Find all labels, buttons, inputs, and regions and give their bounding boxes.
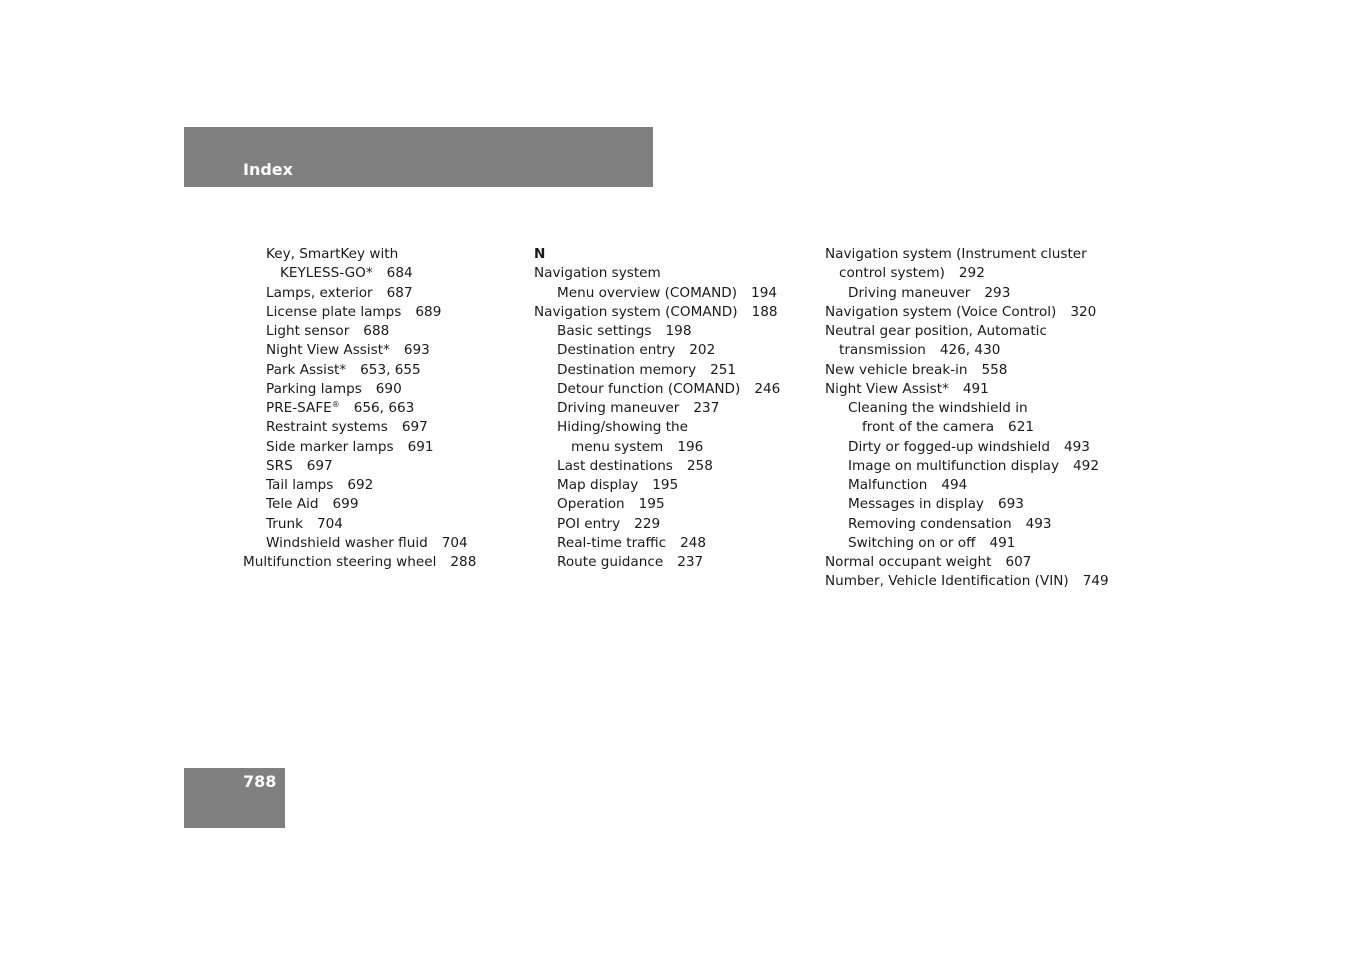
index-entry — [534, 399, 804, 418]
index-page-ref: 493 — [1063, 438, 1090, 455]
index-entry-text: Real-time traffic — [557, 534, 667, 551]
index-page-ref: 293 — [984, 284, 1011, 301]
index-entry-text: Restraint systems — [266, 419, 388, 436]
index-entry — [243, 380, 513, 399]
index-page-ref: 196 — [677, 438, 704, 455]
index-entry — [243, 438, 513, 457]
index-page-ref: 697 — [306, 457, 333, 474]
index-page-ref: 195 — [652, 477, 679, 493]
index-entry-text: Switching on or off — [848, 534, 976, 551]
index-entry-text: N — [534, 246, 546, 262]
index-entry-text: Tail lamps — [266, 477, 334, 493]
index-page-ref: 691 — [407, 438, 434, 455]
index-entry — [534, 553, 804, 572]
index-entry-text: KEYLESS-GO* — [280, 265, 373, 282]
index-entry — [534, 322, 804, 341]
index-page-ref: 288 — [450, 554, 477, 570]
index-page-ref: 426, 430 — [939, 342, 1001, 359]
index-entry-text: Night View Assist* — [266, 342, 390, 359]
index-entry-text: Menu overview (COMAND) — [557, 284, 738, 301]
index-entry-text: Messages in display — [848, 496, 984, 513]
index-entry — [243, 418, 513, 437]
index-page-ref: 491 — [989, 534, 1016, 551]
index-entry — [534, 361, 804, 380]
index-page-ref: 258 — [686, 457, 713, 474]
index-entry-text: control system) — [839, 265, 945, 282]
index-letter-heading — [534, 245, 804, 264]
index-entry — [534, 476, 804, 495]
index-entry — [243, 457, 513, 476]
index-entry-text: Neutral gear position, Automatic — [825, 323, 1047, 339]
index-entry-text: Destination entry — [557, 342, 676, 359]
page-title: Index — [243, 160, 293, 179]
index-entry-text: Navigation system (Voice Control) — [825, 303, 1057, 320]
index-entry — [825, 341, 1125, 360]
index-entry — [825, 457, 1125, 476]
index-page-ref: 693 — [997, 496, 1024, 513]
index-entry — [825, 264, 1125, 283]
index-entry-text: Driving maneuver — [557, 400, 680, 416]
index-entry — [243, 264, 513, 283]
index-entry-text: Side marker lamps — [266, 438, 394, 455]
index-entry-text: Image on multifunction display — [848, 457, 1060, 474]
index-entry — [243, 303, 513, 322]
index-entry — [534, 264, 804, 283]
index-entry — [243, 341, 513, 360]
index-entry — [825, 418, 1125, 437]
index-page-ref: 688 — [363, 323, 390, 339]
index-entry — [243, 245, 513, 264]
index-entry — [534, 534, 804, 553]
index-entry-text: Navigation system (Instrument cluster — [825, 246, 1087, 262]
index-entry-text: Navigation system (COMAND) — [534, 303, 738, 320]
index-page-ref: 749 — [1082, 573, 1109, 590]
index-page-ref: 198 — [665, 323, 692, 339]
index-entry-text: Basic settings — [557, 323, 652, 339]
index-page-ref: 320 — [1070, 303, 1097, 320]
index-entry-text: License plate lamps — [266, 303, 402, 320]
index-entry-text: Detour function (COMAND) — [557, 380, 741, 397]
index-page-ref: 689 — [415, 303, 442, 320]
index-page-ref: 237 — [677, 554, 704, 570]
index-entry — [825, 284, 1125, 303]
index-page-ref: 692 — [347, 477, 374, 493]
index-entry-text: POI entry — [557, 515, 621, 532]
index-page-ref: 704 — [441, 534, 468, 551]
index-page-ref: 693 — [403, 342, 430, 359]
index-entry-text: Cleaning the windshield in — [848, 400, 1028, 416]
index-entry-text: Multifunction steering wheel — [243, 554, 437, 570]
index-entry — [825, 322, 1125, 341]
index-entry-text: Normal occupant weight — [825, 554, 992, 570]
index-entry-text: Map display — [557, 477, 639, 493]
index-entry — [825, 495, 1125, 514]
index-page-ref: 492 — [1073, 457, 1099, 474]
index-page-ref: 687 — [386, 284, 413, 301]
index-entry — [825, 245, 1125, 264]
index-entry — [243, 553, 513, 572]
index-entry-text: Hiding/showing the — [557, 419, 689, 436]
index-page-ref: 684 — [386, 265, 413, 282]
index-entry-text: Light sensor — [266, 323, 350, 339]
index-entry — [243, 361, 513, 380]
index-page-ref: 653, 655 — [360, 361, 421, 378]
index-entry-text: transmission — [839, 342, 926, 359]
index-page-ref: 621 — [1008, 419, 1034, 436]
index-entry-text: New vehicle break-in — [825, 361, 968, 378]
index-page-ref: 248 — [680, 534, 707, 551]
index-entry — [534, 495, 804, 514]
index-entry-text: Trunk — [266, 515, 303, 532]
page-number-box — [184, 768, 285, 828]
index-page-ref: 697 — [401, 419, 428, 436]
index-entry-text: Dirty or fogged-up windshield — [848, 438, 1050, 455]
index-entry-text: Night View Assist* — [825, 380, 949, 397]
index-entry — [243, 534, 513, 553]
index-entry-text: Tele Aid — [266, 496, 319, 513]
index-entry-text: Park Assist* — [266, 361, 347, 378]
index-page-ref: 656, 663 — [353, 400, 415, 416]
index-page-ref: 237 — [693, 400, 720, 416]
index-entry — [534, 515, 804, 534]
index-entry — [825, 534, 1125, 553]
index-entry-text: menu system — [571, 438, 664, 455]
index-entry — [243, 322, 513, 341]
index-entry — [534, 284, 804, 303]
index-entry — [243, 476, 513, 495]
index-page-ref: 229 — [634, 515, 661, 532]
index-entry-text: front of the camera — [862, 419, 995, 436]
index-entry — [534, 418, 804, 437]
index-entry-text: Removing condensation — [848, 515, 1012, 532]
index-page-ref: 195 — [638, 496, 665, 513]
index-entry — [825, 303, 1125, 322]
page-number: 788 — [243, 772, 277, 791]
index-entry-text: Malfunction — [848, 477, 928, 493]
index-entry — [825, 515, 1125, 534]
index-page-ref: 202 — [689, 342, 716, 359]
index-entry-text: Operation — [557, 496, 625, 513]
index-entry-text: Key, SmartKey with — [266, 246, 399, 262]
index-entry — [243, 399, 513, 418]
index-page-ref: 494 — [941, 477, 968, 493]
index-entry — [534, 341, 804, 360]
index-page-ref: 607 — [1005, 554, 1032, 570]
index-entry — [243, 284, 513, 303]
index-entry-text: PRE-SAFE — [266, 400, 332, 416]
index-entry-text: Lamps, exterior — [266, 284, 373, 301]
index-entry — [534, 380, 804, 399]
index-entry — [825, 476, 1125, 495]
index-header-bar — [184, 127, 653, 187]
index-page-ref: 491 — [962, 380, 989, 397]
index-column-3 — [825, 245, 1125, 592]
index-column-1 — [243, 245, 513, 572]
index-page-ref: 194 — [751, 284, 777, 301]
index-entry-text: Navigation system — [534, 265, 661, 282]
index-entry — [825, 361, 1125, 380]
index-entry — [534, 438, 804, 457]
index-page-ref: 704 — [317, 515, 343, 532]
index-page-ref: 188 — [751, 303, 778, 320]
index-entry — [825, 380, 1125, 399]
registered-mark: ® — [331, 400, 340, 409]
index-page-ref: 690 — [375, 380, 402, 397]
index-entry-text: Driving maneuver — [848, 284, 971, 301]
index-entry-text: Destination memory — [557, 361, 697, 378]
index-entry — [534, 303, 804, 322]
index-page-ref: 493 — [1025, 515, 1052, 532]
index-entry — [243, 495, 513, 514]
index-entry — [243, 515, 513, 534]
index-page-ref: 558 — [981, 361, 1008, 378]
index-entry — [825, 438, 1125, 457]
index-entry-text: Route guidance — [557, 554, 664, 570]
index-entry — [825, 572, 1125, 591]
index-entry-text: Windshield washer fluid — [266, 534, 428, 551]
index-entry-text: SRS — [266, 457, 293, 474]
index-entry-text: Number, Vehicle Identification (VIN) — [825, 573, 1069, 590]
index-page-ref: 246 — [754, 380, 781, 397]
index-entry — [825, 553, 1125, 572]
index-entry-text: Last destinations — [557, 457, 673, 474]
index-page-ref: 251 — [710, 361, 737, 378]
index-entry-text: Parking lamps — [266, 380, 362, 397]
index-page-ref: 292 — [958, 265, 985, 282]
index-page-ref: 699 — [332, 496, 359, 513]
index-entry — [534, 457, 804, 476]
index-entry — [825, 399, 1125, 418]
index-column-2 — [534, 245, 804, 572]
